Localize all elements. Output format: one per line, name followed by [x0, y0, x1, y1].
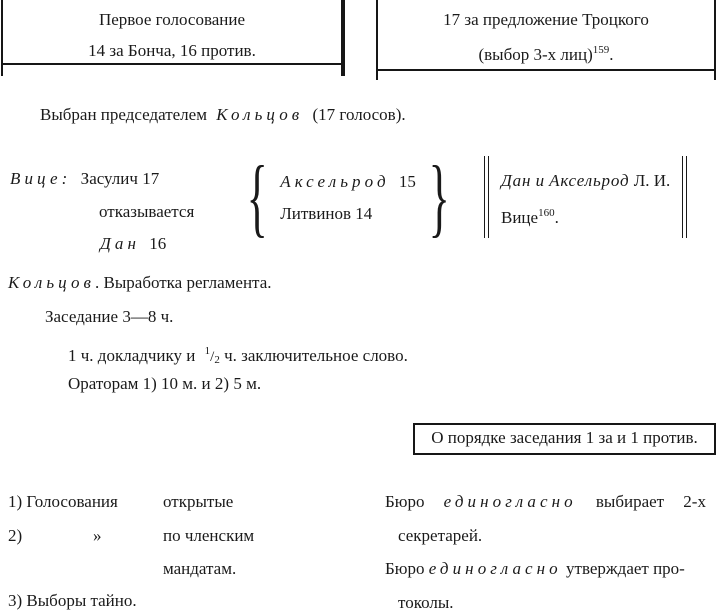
orators-line: Ораторам 1) 10 м. и 2) 5 м. — [68, 374, 262, 393]
resolution-3: 3) Выборы тайно. — [8, 591, 137, 610]
vice-dan-name: Дан — [100, 234, 140, 253]
speaking-time-line — [68, 340, 408, 371]
resolution-1-value: открытые — [163, 492, 234, 511]
box-bottom-rule — [3, 63, 341, 65]
bureau-line4: токолы. — [398, 593, 454, 612]
first-vote-line2: 14 за Бонча, 16 против. — [88, 41, 256, 60]
bureau-word: Бюро — [385, 492, 425, 511]
vice-line-dan — [100, 233, 166, 255]
aside-conj: и — [535, 171, 545, 190]
chairman-prefix: Выбран председателем — [40, 105, 207, 124]
time-pre: 1 ч. докладчику и — [68, 346, 196, 365]
unanimously-emph: единогласно — [443, 492, 577, 511]
vice-dan-votes: 16 — [149, 234, 167, 253]
vice-declines: отказывается — [99, 202, 195, 221]
vice-label: Вице: — [10, 169, 72, 188]
fraction-slash: / — [210, 349, 215, 365]
elects-word: выбирает — [595, 492, 665, 511]
aside-note — [484, 156, 687, 238]
axelrod-name: Аксельрод — [280, 172, 390, 191]
bureau-line2: секретарей. — [398, 526, 483, 545]
unanimously-emph-2: единогласно — [428, 559, 562, 578]
bureau-word-2: Бюро — [385, 559, 425, 578]
resolution-1-label: 1) Голосования — [8, 492, 118, 511]
trotsky-line2-period: . — [609, 45, 614, 64]
aside-vice-word: Вице — [501, 208, 539, 227]
candidate-axelrod — [280, 166, 416, 198]
double-bar-left — [484, 156, 489, 238]
candidate-litvinov: Литвинов 14 — [280, 204, 373, 223]
double-bar-right — [682, 156, 687, 238]
time-post: ч. заключительное слово. — [224, 346, 408, 365]
resolution-2-label: 2) — [8, 526, 23, 545]
order-of-session-box: О порядке заседания 1 за и 1 против. — [413, 423, 716, 455]
fraction-denominator: 2 — [214, 354, 220, 366]
footnote-ref-159: 159 — [592, 44, 610, 56]
first-vote-line1: Первое голосование — [98, 10, 246, 29]
vice-line-zasulich — [10, 168, 159, 190]
bureau-line1 — [385, 491, 706, 513]
chairman-line — [40, 104, 406, 126]
curly-brace-open-icon: { — [246, 149, 268, 246]
ditto-mark: » — [93, 526, 102, 545]
approves-word: утверждает про- — [566, 559, 685, 578]
trotsky-vote-box — [376, 0, 716, 80]
fraction — [205, 346, 220, 365]
aside-line2-period: . — [554, 208, 559, 227]
first-vote-box — [1, 0, 345, 76]
box-bottom-rule — [378, 69, 714, 71]
axelrod-votes: 15 — [398, 172, 416, 191]
aside-dan: Дан — [501, 171, 532, 190]
aside-text — [501, 165, 670, 229]
regulations-title — [8, 272, 272, 294]
trotsky-line2 — [378, 39, 714, 66]
regulations-title-rest: . Выработка регламента. — [95, 273, 272, 292]
fraction-numerator: 1 — [204, 345, 211, 357]
curly-brace-close-icon: } — [428, 149, 450, 246]
bureau-line3 — [385, 558, 685, 580]
regulations-speaker: Кольцов — [8, 273, 96, 292]
aside-line2 — [501, 197, 670, 229]
session-hours: Заседание 3—8 ч. — [45, 307, 174, 326]
vice-zasulich: Засулич 17 — [80, 169, 160, 188]
aside-axelrod: Аксельрод — [549, 171, 630, 190]
chairman-name: Кольцов — [216, 105, 304, 124]
chairman-suffix: (17 голосов). — [312, 105, 406, 124]
brace-candidates — [280, 166, 416, 230]
aside-line1 — [501, 165, 670, 197]
trotsky-line2-text: (выбор 3-х лиц) — [478, 45, 593, 64]
brace-group — [236, 149, 460, 246]
resolution-2-value: по членским — [163, 526, 255, 545]
aside-initials: Л. И. — [633, 171, 671, 190]
resolution-2-value-cont: мандатам. — [163, 559, 237, 578]
two-secretaries-count: 2-х — [683, 492, 706, 511]
footnote-ref-160: 160 — [538, 207, 555, 219]
trotsky-line1: 17 за предложение Троцкого — [443, 10, 649, 29]
